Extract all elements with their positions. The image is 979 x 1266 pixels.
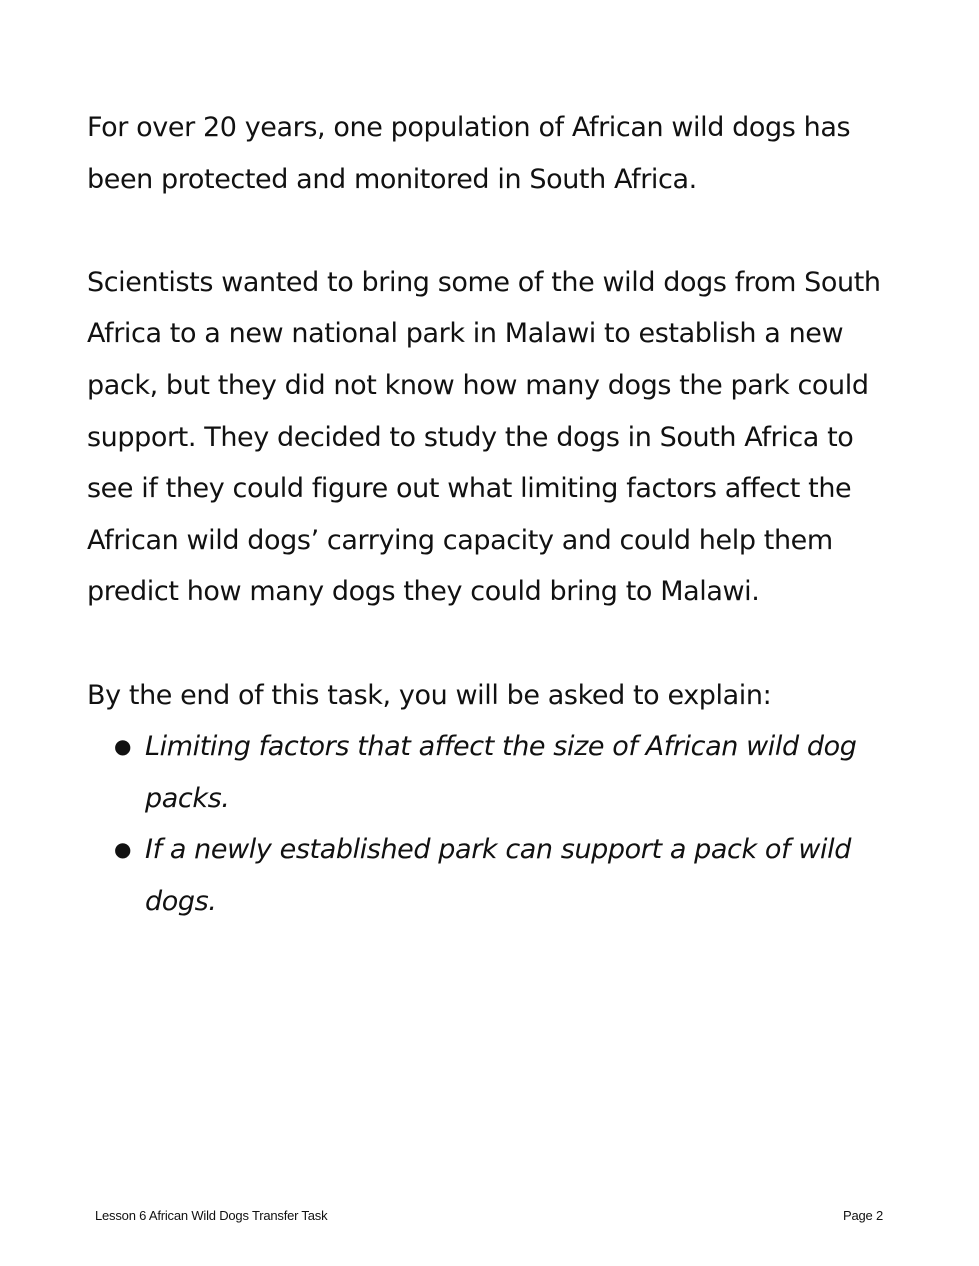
- goals-list: [87, 721, 902, 927]
- goal-text: Limiting factors that affect the size of African wild dog packs.: [145, 731, 857, 814]
- scientists-paragraph: Scientists wanted to bring some of the wild dogs from South Africa to a new national park in Malawi to establish a new pack, but they did not know how many dogs the park could support. They decided to study the dogs in South Africa to see if they could figure out what limiting factors affect the African wild dogs’ carrying capacity and could help them predict how many dogs they could bring to Malawi.: [87, 266, 881, 608]
- page-body: [87, 102, 902, 928]
- footer-page-number: Page 2: [842, 1208, 883, 1223]
- bullet-icon: ●: [114, 837, 132, 862]
- bullet-icon: ●: [114, 734, 132, 759]
- goal-item: [87, 824, 902, 927]
- goal-text: If a newly established park can support a pack of wild dogs.: [145, 834, 851, 917]
- task-intro-paragraph: By the end of this task, you will be asked to explain:: [87, 679, 772, 711]
- footer-lesson-title: Lesson 6 African Wild Dogs Transfer Task: [95, 1208, 328, 1223]
- intro-paragraph: For over 20 years, one population of African wild dogs has been protected and monitored in South Africa.: [87, 112, 851, 195]
- goal-item: [87, 721, 902, 824]
